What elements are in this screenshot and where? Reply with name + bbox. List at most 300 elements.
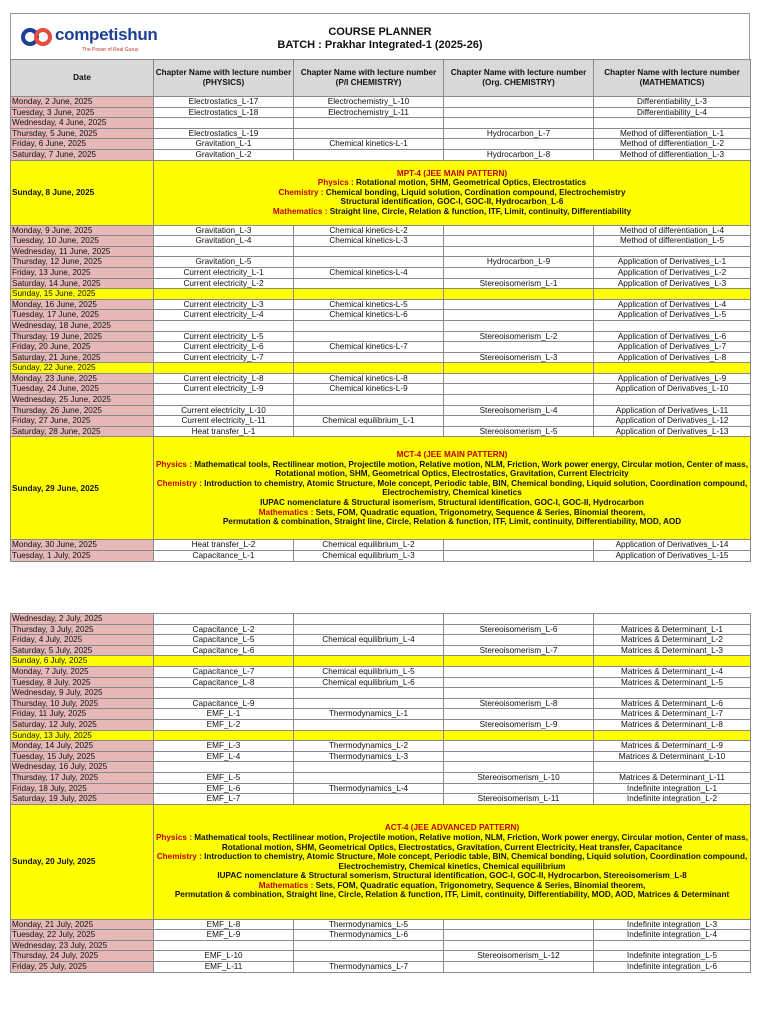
pi-chemistry-cell xyxy=(294,624,444,635)
physics-cell: Capacitance_L-7 xyxy=(154,666,294,677)
planner-title: COURSE PLANNER xyxy=(328,26,432,38)
physics-cell xyxy=(154,762,294,773)
pi-chemistry-cell: Chemical kinetics-L-2 xyxy=(294,225,444,236)
table-row xyxy=(11,666,751,677)
org-chemistry-cell xyxy=(444,962,594,973)
table-row xyxy=(11,635,751,646)
date-cell: Tuesday, 1 July, 2025 xyxy=(11,551,154,562)
maths-cell xyxy=(594,363,751,374)
table-row xyxy=(11,426,751,437)
pi-chemistry-cell: Thermodynamics_L-6 xyxy=(294,930,444,941)
physics-cell: Capacitance_L-6 xyxy=(154,645,294,656)
table-row xyxy=(11,342,751,353)
physics-cell: EMF_L-6 xyxy=(154,783,294,794)
date-cell: Friday, 27 June, 2025 xyxy=(11,416,154,427)
maths-cell: Matrices & Determinant_L-1 xyxy=(594,624,751,635)
table-row xyxy=(11,645,751,656)
maths-cell xyxy=(594,289,751,300)
date-cell: Tuesday, 10 June, 2025 xyxy=(11,236,154,247)
subject-label: Chemistry : xyxy=(156,478,205,488)
pi-chemistry-cell: Thermodynamics_L-7 xyxy=(294,962,444,973)
pi-chemistry-cell: Chemical kinetics-L-8 xyxy=(294,373,444,384)
maths-cell: Application of Derivatives_L-14 xyxy=(594,540,751,551)
date-cell: Friday, 13 June, 2025 xyxy=(11,267,154,278)
org-chemistry-cell xyxy=(444,236,594,247)
maths-cell: Indefinite integration_L-6 xyxy=(594,962,751,973)
maths-cell xyxy=(594,614,751,625)
physics-cell: EMF_L-4 xyxy=(154,751,294,762)
maths-cell: Method of differentiation_L-2 xyxy=(594,139,751,150)
physics-cell xyxy=(154,688,294,699)
org-chemistry-cell: Stereoisomerism_L-8 xyxy=(444,698,594,709)
col-pi-chemistry: Chapter Name with lecture number (P/I CHEMISTRY) xyxy=(294,60,444,97)
pi-chemistry-cell xyxy=(294,246,444,257)
org-chemistry-cell: Stereoisomerism_L-3 xyxy=(444,352,594,363)
syllabus-text: Straight line, Circle, Relation & function, ITF, Limit, continuity, Differentiability xyxy=(329,206,632,216)
date-cell: Saturday, 21 June, 2025 xyxy=(11,352,154,363)
pi-chemistry-cell xyxy=(294,320,444,331)
pi-chemistry-cell: Chemical kinetics-L-1 xyxy=(294,139,444,150)
physics-cell: EMF_L-11 xyxy=(154,962,294,973)
table-row xyxy=(11,310,751,321)
test-syllabus-cell xyxy=(154,804,751,919)
maths-cell: Application of Derivatives_L-1 xyxy=(594,257,751,268)
org-chemistry-cell xyxy=(444,289,594,300)
org-chemistry-cell: Stereoisomerism_L-10 xyxy=(444,772,594,783)
table-row xyxy=(11,149,751,160)
planner-table-1 xyxy=(10,59,751,562)
org-chemistry-cell xyxy=(444,342,594,353)
table-row xyxy=(11,919,751,930)
date-cell: Saturday, 7 June, 2025 xyxy=(11,149,154,160)
date-cell: Monday, 21 July, 2025 xyxy=(11,919,154,930)
org-chemistry-cell: Stereoisomerism_L-4 xyxy=(444,405,594,416)
table-row xyxy=(11,363,751,374)
table-row xyxy=(11,614,751,625)
syllabus-text: Mathematical tools, Rectilinear motion, Projectile motion, Relative motion, NLM, Friction, Work power energy, Circular motion, Center of mass, Rotational motion, SHM, Geometrical Optics, Electrostatics, Gravitation, Current Electricity xyxy=(194,459,749,479)
pi-chemistry-cell xyxy=(294,951,444,962)
maths-cell: Application of Derivatives_L-2 xyxy=(594,267,751,278)
date-cell: Tuesday, 24 June, 2025 xyxy=(11,384,154,395)
physics-cell xyxy=(154,289,294,300)
pi-chemistry-cell xyxy=(294,363,444,374)
physics-cell: Current electricity_L-4 xyxy=(154,310,294,321)
org-chemistry-cell xyxy=(444,940,594,951)
date-cell: Monday, 30 June, 2025 xyxy=(11,540,154,551)
test-date-cell: Sunday, 8 June, 2025 xyxy=(11,160,154,225)
org-chemistry-cell: Hydrocarbon_L-7 xyxy=(444,128,594,139)
syllabus-text: Introduction to chemistry, Atomic Structure, Mole concept, Periodic table, BIN, Chemical bonding, Liquid solution, Coordination compound, Electrochemistry, Chemical kinetics, Chemical equilibrium xyxy=(204,852,748,871)
pi-chemistry-cell xyxy=(294,118,444,129)
maths-cell: Method of differentiation_L-3 xyxy=(594,149,751,160)
physics-cell: Current electricity_L-5 xyxy=(154,331,294,342)
physics-cell: Capacitance_L-2 xyxy=(154,624,294,635)
table-row xyxy=(11,416,751,427)
physics-cell: Electrostatics_L-18 xyxy=(154,107,294,118)
date-cell: Friday, 4 July, 2025 xyxy=(11,635,154,646)
table-row xyxy=(11,677,751,688)
org-chemistry-cell xyxy=(444,919,594,930)
date-cell: Tuesday, 22 July, 2025 xyxy=(11,930,154,941)
date-cell: Wednesday, 9 July, 2025 xyxy=(11,688,154,699)
org-chemistry-cell: Stereoisomerism_L-2 xyxy=(444,331,594,342)
table-row xyxy=(11,128,751,139)
maths-cell: Method of differentiation_L-5 xyxy=(594,236,751,247)
table-row xyxy=(11,794,751,805)
maths-cell xyxy=(594,656,751,667)
physics-cell xyxy=(154,395,294,406)
maths-cell xyxy=(594,246,751,257)
syllabus-line xyxy=(154,197,750,207)
org-chemistry-cell: Stereoisomerism_L-11 xyxy=(444,794,594,805)
syllabus-text: Structural identification, GOC-I, GOC-II, Hydrocarbon_L-6 xyxy=(340,197,564,207)
physics-cell: Gravitation_L-3 xyxy=(154,225,294,236)
physics-cell: Gravitation_L-1 xyxy=(154,139,294,150)
table-row xyxy=(11,688,751,699)
table-row xyxy=(11,299,751,310)
pi-chemistry-cell xyxy=(294,940,444,951)
pi-chemistry-cell xyxy=(294,614,444,625)
pi-chemistry-cell: Chemical kinetics-L-5 xyxy=(294,299,444,310)
physics-cell: Current electricity_L-7 xyxy=(154,352,294,363)
table-row xyxy=(11,741,751,752)
physics-cell: Current electricity_L-9 xyxy=(154,384,294,395)
pi-chemistry-cell xyxy=(294,730,444,741)
date-cell: Sunday, 6 July, 2025 xyxy=(11,656,154,667)
date-cell: Tuesday, 8 July, 2025 xyxy=(11,677,154,688)
date-cell: Friday, 25 July, 2025 xyxy=(11,962,154,973)
maths-cell: Differentiability_L-3 xyxy=(594,97,751,108)
physics-cell: EMF_L-3 xyxy=(154,741,294,752)
syllabus-line xyxy=(154,871,750,881)
column-header-row xyxy=(11,60,751,97)
org-chemistry-cell xyxy=(444,635,594,646)
batch-name: BATCH : Prakhar Integrated-1 (2025-26) xyxy=(277,39,483,51)
maths-cell: Application of Derivatives_L-5 xyxy=(594,310,751,321)
maths-cell: Application of Derivatives_L-9 xyxy=(594,373,751,384)
table-row xyxy=(11,97,751,108)
syllabus-line xyxy=(154,881,750,891)
physics-cell xyxy=(154,730,294,741)
col-org-chemistry: Chapter Name with lecture number (Org. CHEMISTRY) xyxy=(444,60,594,97)
maths-cell: Application of Derivatives_L-13 xyxy=(594,426,751,437)
maths-cell xyxy=(594,118,751,129)
date-cell: Monday, 2 June, 2025 xyxy=(11,97,154,108)
maths-cell: Application of Derivatives_L-7 xyxy=(594,342,751,353)
subject-label: Mathematics : xyxy=(272,206,330,216)
date-cell: Friday, 18 July, 2025 xyxy=(11,783,154,794)
physics-cell: Current electricity_L-3 xyxy=(154,299,294,310)
table-row xyxy=(11,267,751,278)
maths-cell xyxy=(594,395,751,406)
maths-cell: Indefinite integration_L-5 xyxy=(594,951,751,962)
syllabus-line xyxy=(154,833,750,852)
org-chemistry-cell xyxy=(444,730,594,741)
org-chemistry-cell: Stereoisomerism_L-5 xyxy=(444,426,594,437)
pi-chemistry-cell: Chemical kinetics-L-3 xyxy=(294,236,444,247)
date-cell: Friday, 20 June, 2025 xyxy=(11,342,154,353)
syllabus-text: Sets, FOM, Quadratic equation, Trigonometry, Sequence & Series, Binomial theorem, xyxy=(315,880,646,890)
syllabus-line xyxy=(154,498,750,508)
physics-cell: Current electricity_L-6 xyxy=(154,342,294,353)
table-row xyxy=(11,373,751,384)
maths-cell: Differentiability_L-4 xyxy=(594,107,751,118)
syllabus-line xyxy=(154,508,750,518)
table-row xyxy=(11,225,751,236)
pi-chemistry-cell: Thermodynamics_L-1 xyxy=(294,709,444,720)
maths-cell: Indefinite integration_L-4 xyxy=(594,930,751,941)
test-syllabus-cell xyxy=(154,160,751,225)
syllabus-text: Mathematical tools, Rectilinear motion, Projectile motion, Relative motion, NLM, Friction, Work power energy, Circular motion, Center of mass, Rotational motion, SHM, Geometrical Optics, Electrostatics, Gravitation, Current Electricity, Heat transfer, Capacitance xyxy=(194,832,749,852)
org-chemistry-cell xyxy=(444,751,594,762)
maths-cell xyxy=(594,688,751,699)
subject-label: Mathematics : xyxy=(258,507,316,517)
physics-cell: EMF_L-8 xyxy=(154,919,294,930)
date-cell: Sunday, 15 June, 2025 xyxy=(11,289,154,300)
syllabus-line xyxy=(154,890,750,900)
pi-chemistry-cell: Chemical equilibrium_L-2 xyxy=(294,540,444,551)
pi-chemistry-cell xyxy=(294,257,444,268)
org-chemistry-cell xyxy=(444,118,594,129)
physics-cell: EMF_L-10 xyxy=(154,951,294,962)
date-cell: Wednesday, 11 June, 2025 xyxy=(11,246,154,257)
table-row xyxy=(11,118,751,129)
planner-table-2 xyxy=(10,613,751,973)
physics-cell: Heat transfer_L-2 xyxy=(154,540,294,551)
org-chemistry-cell: Stereoisomerism_L-6 xyxy=(444,624,594,635)
syllabus-line xyxy=(154,479,750,498)
org-chemistry-cell xyxy=(444,363,594,374)
date-cell: Saturday, 19 July, 2025 xyxy=(11,794,154,805)
table-row xyxy=(11,246,751,257)
pi-chemistry-cell xyxy=(294,762,444,773)
pi-chemistry-cell xyxy=(294,278,444,289)
brand-tagline: The Power of Real Gurus xyxy=(82,47,139,53)
physics-cell: Current electricity_L-11 xyxy=(154,416,294,427)
physics-cell: Gravitation_L-5 xyxy=(154,257,294,268)
physics-cell: Capacitance_L-1 xyxy=(154,551,294,562)
org-chemistry-cell xyxy=(444,373,594,384)
physics-cell: EMF_L-7 xyxy=(154,794,294,805)
maths-cell: Application of Derivatives_L-12 xyxy=(594,416,751,427)
table-row xyxy=(11,709,751,720)
table-row xyxy=(11,331,751,342)
table-row xyxy=(11,751,751,762)
table-row xyxy=(11,278,751,289)
physics-cell: EMF_L-1 xyxy=(154,709,294,720)
org-chemistry-cell xyxy=(444,267,594,278)
maths-cell: Application of Derivatives_L-15 xyxy=(594,551,751,562)
table-row xyxy=(11,551,751,562)
table-row xyxy=(11,257,751,268)
maths-cell xyxy=(594,320,751,331)
pi-chemistry-cell: Chemical equilibrium_L-6 xyxy=(294,677,444,688)
table-row xyxy=(11,107,751,118)
maths-cell: Application of Derivatives_L-6 xyxy=(594,331,751,342)
pi-chemistry-cell xyxy=(294,352,444,363)
maths-cell: Indefinite integration_L-3 xyxy=(594,919,751,930)
date-cell: Wednesday, 2 July, 2025 xyxy=(11,614,154,625)
maths-cell xyxy=(594,762,751,773)
table-row xyxy=(11,783,751,794)
physics-cell xyxy=(154,118,294,129)
org-chemistry-cell: Hydrocarbon_L-8 xyxy=(444,149,594,160)
maths-cell: Matrices & Determinant_L-11 xyxy=(594,772,751,783)
pi-chemistry-cell xyxy=(294,426,444,437)
physics-cell: Electrostatics_L-17 xyxy=(154,97,294,108)
physics-cell: Capacitance_L-9 xyxy=(154,698,294,709)
physics-cell: Current electricity_L-8 xyxy=(154,373,294,384)
pi-chemistry-cell: Chemical kinetics-L-9 xyxy=(294,384,444,395)
date-cell: Saturday, 14 June, 2025 xyxy=(11,278,154,289)
maths-cell: Matrices & Determinant_L-5 xyxy=(594,677,751,688)
table-row xyxy=(11,289,751,300)
test-title: MCT-4 (JEE MAIN PATTERN) xyxy=(396,450,508,460)
physics-cell xyxy=(154,940,294,951)
maths-cell: Indefinite integration_L-2 xyxy=(594,794,751,805)
test-row xyxy=(11,437,751,540)
org-chemistry-cell xyxy=(444,246,594,257)
maths-cell: Matrices & Determinant_L-9 xyxy=(594,741,751,752)
test-syllabus-cell xyxy=(154,437,751,540)
maths-cell: Indefinite integration_L-1 xyxy=(594,783,751,794)
maths-cell: Application of Derivatives_L-3 xyxy=(594,278,751,289)
pi-chemistry-cell xyxy=(294,149,444,160)
org-chemistry-cell xyxy=(444,741,594,752)
table-row xyxy=(11,405,751,416)
date-cell: Tuesday, 15 July, 2025 xyxy=(11,751,154,762)
table-row xyxy=(11,384,751,395)
org-chemistry-cell xyxy=(444,688,594,699)
pi-chemistry-cell xyxy=(294,772,444,783)
org-chemistry-cell xyxy=(444,762,594,773)
org-chemistry-cell: Stereoisomerism_L-12 xyxy=(444,951,594,962)
table-row xyxy=(11,772,751,783)
org-chemistry-cell: Stereoisomerism_L-9 xyxy=(444,719,594,730)
table-row xyxy=(11,719,751,730)
syllabus-text: Sets, FOM, Quadratic equation, Trigonometry, Sequence & Series, Binomial theorem, xyxy=(315,507,646,517)
brand-name: competishun xyxy=(55,25,158,44)
date-cell: Thursday, 26 June, 2025 xyxy=(11,405,154,416)
date-cell: Monday, 23 June, 2025 xyxy=(11,373,154,384)
maths-cell: Matrices & Determinant_L-10 xyxy=(594,751,751,762)
date-cell: Saturday, 5 July, 2025 xyxy=(11,645,154,656)
syllabus-text: Rotational motion, SHM, Geometrical Optics, Electrostatics xyxy=(356,178,587,188)
date-cell: Saturday, 12 July, 2025 xyxy=(11,719,154,730)
physics-cell: EMF_L-5 xyxy=(154,772,294,783)
pi-chemistry-cell: Chemical equilibrium_L-5 xyxy=(294,666,444,677)
org-chemistry-cell xyxy=(444,384,594,395)
pi-chemistry-cell xyxy=(294,688,444,699)
date-cell: Wednesday, 16 July, 2025 xyxy=(11,762,154,773)
org-chemistry-cell xyxy=(444,783,594,794)
date-cell: Monday, 14 July, 2025 xyxy=(11,741,154,752)
test-date-cell: Sunday, 20 July, 2025 xyxy=(11,804,154,919)
syllabus-text: Introduction to chemistry, Atomic Structure, Mole concept, Periodic table, BIN, Chemical bonding, Liquid solution, Coordination compound, Electrochemistry, Chemical kinetics xyxy=(204,478,748,498)
physics-cell: Heat transfer_L-1 xyxy=(154,426,294,437)
physics-cell xyxy=(154,363,294,374)
org-chemistry-cell: Hydrocarbon_L-9 xyxy=(444,257,594,268)
test-title: ACT-4 (JEE ADVANCED PATTERN) xyxy=(384,823,520,833)
test-row xyxy=(11,804,751,919)
org-chemistry-cell xyxy=(444,395,594,406)
col-physics: Chapter Name with lecture number (PHYSICS) xyxy=(154,60,294,97)
table-row xyxy=(11,940,751,951)
org-chemistry-cell xyxy=(444,666,594,677)
maths-cell: Matrices & Determinant_L-7 xyxy=(594,709,751,720)
pi-chemistry-cell xyxy=(294,128,444,139)
pi-chemistry-cell xyxy=(294,645,444,656)
subject-label: Physics : xyxy=(155,459,195,469)
maths-cell: Application of Derivatives_L-8 xyxy=(594,352,751,363)
table-row xyxy=(11,951,751,962)
pi-chemistry-cell xyxy=(294,656,444,667)
org-chemistry-cell xyxy=(444,416,594,427)
pi-chemistry-cell: Chemical equilibrium_L-4 xyxy=(294,635,444,646)
maths-cell: Method of differentiation_L-1 xyxy=(594,128,751,139)
test-title: MPT-4 (JEE MAIN PATTERN) xyxy=(396,168,508,178)
test-row xyxy=(11,160,751,225)
org-chemistry-cell xyxy=(444,97,594,108)
syllabus-text: IUPAC nomenclature & Structural somerism, Structural identification, GOC-I, GOC-II, Hydrocarbon, Stereoisomerism_L-8 xyxy=(217,871,687,881)
test-date-cell: Sunday, 29 June, 2025 xyxy=(11,437,154,540)
org-chemistry-cell xyxy=(444,299,594,310)
maths-cell xyxy=(594,730,751,741)
physics-cell: Capacitance_L-8 xyxy=(154,677,294,688)
table-row xyxy=(11,352,751,363)
physics-cell xyxy=(154,246,294,257)
physics-cell: Capacitance_L-5 xyxy=(154,635,294,646)
table-row xyxy=(11,395,751,406)
physics-cell: Current electricity_L-2 xyxy=(154,278,294,289)
subject-label: Mathematics : xyxy=(258,880,316,890)
pi-chemistry-cell xyxy=(294,698,444,709)
maths-cell: Matrices & Determinant_L-3 xyxy=(594,645,751,656)
syllabus-line xyxy=(154,852,750,871)
org-chemistry-cell xyxy=(444,310,594,321)
physics-cell: Electrostatics_L-19 xyxy=(154,128,294,139)
table-row xyxy=(11,540,751,551)
physics-cell xyxy=(154,656,294,667)
planner-sheet-1 xyxy=(10,13,750,562)
table-row xyxy=(11,762,751,773)
date-cell: Thursday, 3 July, 2025 xyxy=(11,624,154,635)
table-row xyxy=(11,139,751,150)
date-cell: Monday, 9 June, 2025 xyxy=(11,225,154,236)
planner-title-block xyxy=(161,26,599,52)
table-row xyxy=(11,962,751,973)
date-cell: Thursday, 17 July, 2025 xyxy=(11,772,154,783)
physics-cell xyxy=(154,320,294,331)
org-chemistry-cell xyxy=(444,930,594,941)
subject-label: Physics : xyxy=(155,832,195,842)
physics-cell: Gravitation_L-4 xyxy=(154,236,294,247)
physics-cell: Current electricity_L-1 xyxy=(154,267,294,278)
competishun-logo xyxy=(19,24,169,54)
date-cell: Thursday, 10 July, 2025 xyxy=(11,698,154,709)
date-cell: Sunday, 13 July, 2025 xyxy=(11,730,154,741)
date-cell: Sunday, 22 June, 2025 xyxy=(11,363,154,374)
maths-cell: Application of Derivatives_L-4 xyxy=(594,299,751,310)
date-cell: Friday, 6 June, 2025 xyxy=(11,139,154,150)
pi-chemistry-cell xyxy=(294,719,444,730)
physics-cell: Current electricity_L-10 xyxy=(154,405,294,416)
subject-label: Physics : xyxy=(317,178,356,188)
date-cell: Wednesday, 25 June, 2025 xyxy=(11,395,154,406)
logo-mark-icon xyxy=(21,27,55,47)
syllabus-line xyxy=(154,517,750,527)
date-cell: Wednesday, 18 June, 2025 xyxy=(11,320,154,331)
